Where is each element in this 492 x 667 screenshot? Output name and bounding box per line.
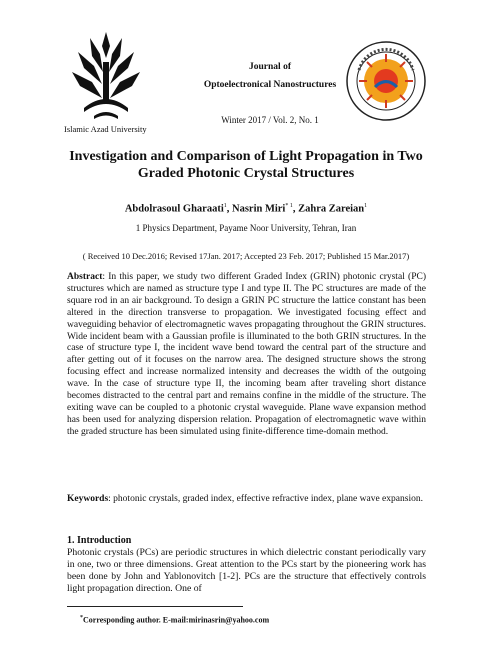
paper-title [40,148,452,182]
publication-dates: ( Received 10 Dec.2016; Revised 17Jan. 2017; Accepted 23 Feb. 2017; Published 15 Mar.2017) [82,251,410,261]
journal-name-line2: Optoelectronical Nanostructures [203,80,337,90]
paper-title-line2: Graded Photonic Crystal Structures [137,166,355,181]
journal-header [190,60,350,93]
footnote-mark: * [80,615,83,621]
author-list [40,203,452,215]
keywords-text: : photonic crystals, graded index, effective refractive index, plane wave expansion. [108,494,423,504]
section-heading-introduction: 1. Introduction [67,535,132,546]
introduction-text: Photonic crystals (PCs) are periodic structures in which dielectric constant periodically vary in one, two or three dimensions. Great attention to the PCs start by the pioneering work has been done by John and Yablonovitch [1-2]. PCs are the structure that effectively controls light propagation direction. One of [67,547,426,594]
abstract [67,272,426,439]
footnote-divider [67,606,243,607]
corresponding-author-footnote [80,615,269,625]
abstract-label: Abstract [67,272,103,282]
author-2: Nasrin Miri [231,203,286,215]
author-separator: , [226,203,232,215]
author-1-affil-mark: 1 [223,203,227,209]
issue-info: Winter 2017 / Vol. 2, No. 1 [221,115,319,125]
author-2-affil-mark: * 1 [285,203,293,209]
author-3-affil-mark: 1 [364,203,368,209]
abstract-text: : In this paper, we study two different Graded Index (GRIN) photonic crystal (PC) structures which are named as structure type I and type II. The PC structures are made of the square rod in an air background. To design a GRIN PC structure the lattice constant has been altered in the direction transverse to propagation. We investigated focusing effect and waveguiding behavior of electromagnetic waves propagating throughout the GRIN structures. Wide incident beam with a Gaussian profile is illuminated to the both GRIN structures. In the case of structure type I, the incident wave bend toward the central part of the structure and after getting out of it focuses on the narrow area. The designed structure shows the strong focusing effect and increase normalized intensity and decreases the width of the outgoing wave. In the case of structure type II, the incoming beam after traveling short distance becomes distracted to the central part and remains confine in the middle of the structure. The exiting wave can be coupled to a photonic crystal waveguide. Plane wave expansion method has been used for analyzing dispersion relation. Propagation of electromagnetic wave within the graded structure has been simulated using finite-difference time-domain method. [67,272,426,437]
university-name: Islamic Azad University [64,124,147,134]
keywords-label: Keywords [67,494,109,504]
society-seal-logo [345,40,427,122]
author-3: Zahra Zareian [298,203,365,215]
footnote-text: Corresponding author. E-mail:mirinasrin@yahoo.com [83,615,270,625]
author-separator: , [292,203,299,215]
journal-name-line1: Journal of [249,62,291,72]
author-1: Abdolrasoul Gharaati [124,203,224,215]
affiliation: 1 Physics Department, Payame Noor University, Tehran, Iran [135,223,357,233]
keywords [67,493,426,505]
university-logo [70,28,142,123]
paper-title-line1: Investigation and Comparison of Light Propagation in Two [69,149,423,164]
